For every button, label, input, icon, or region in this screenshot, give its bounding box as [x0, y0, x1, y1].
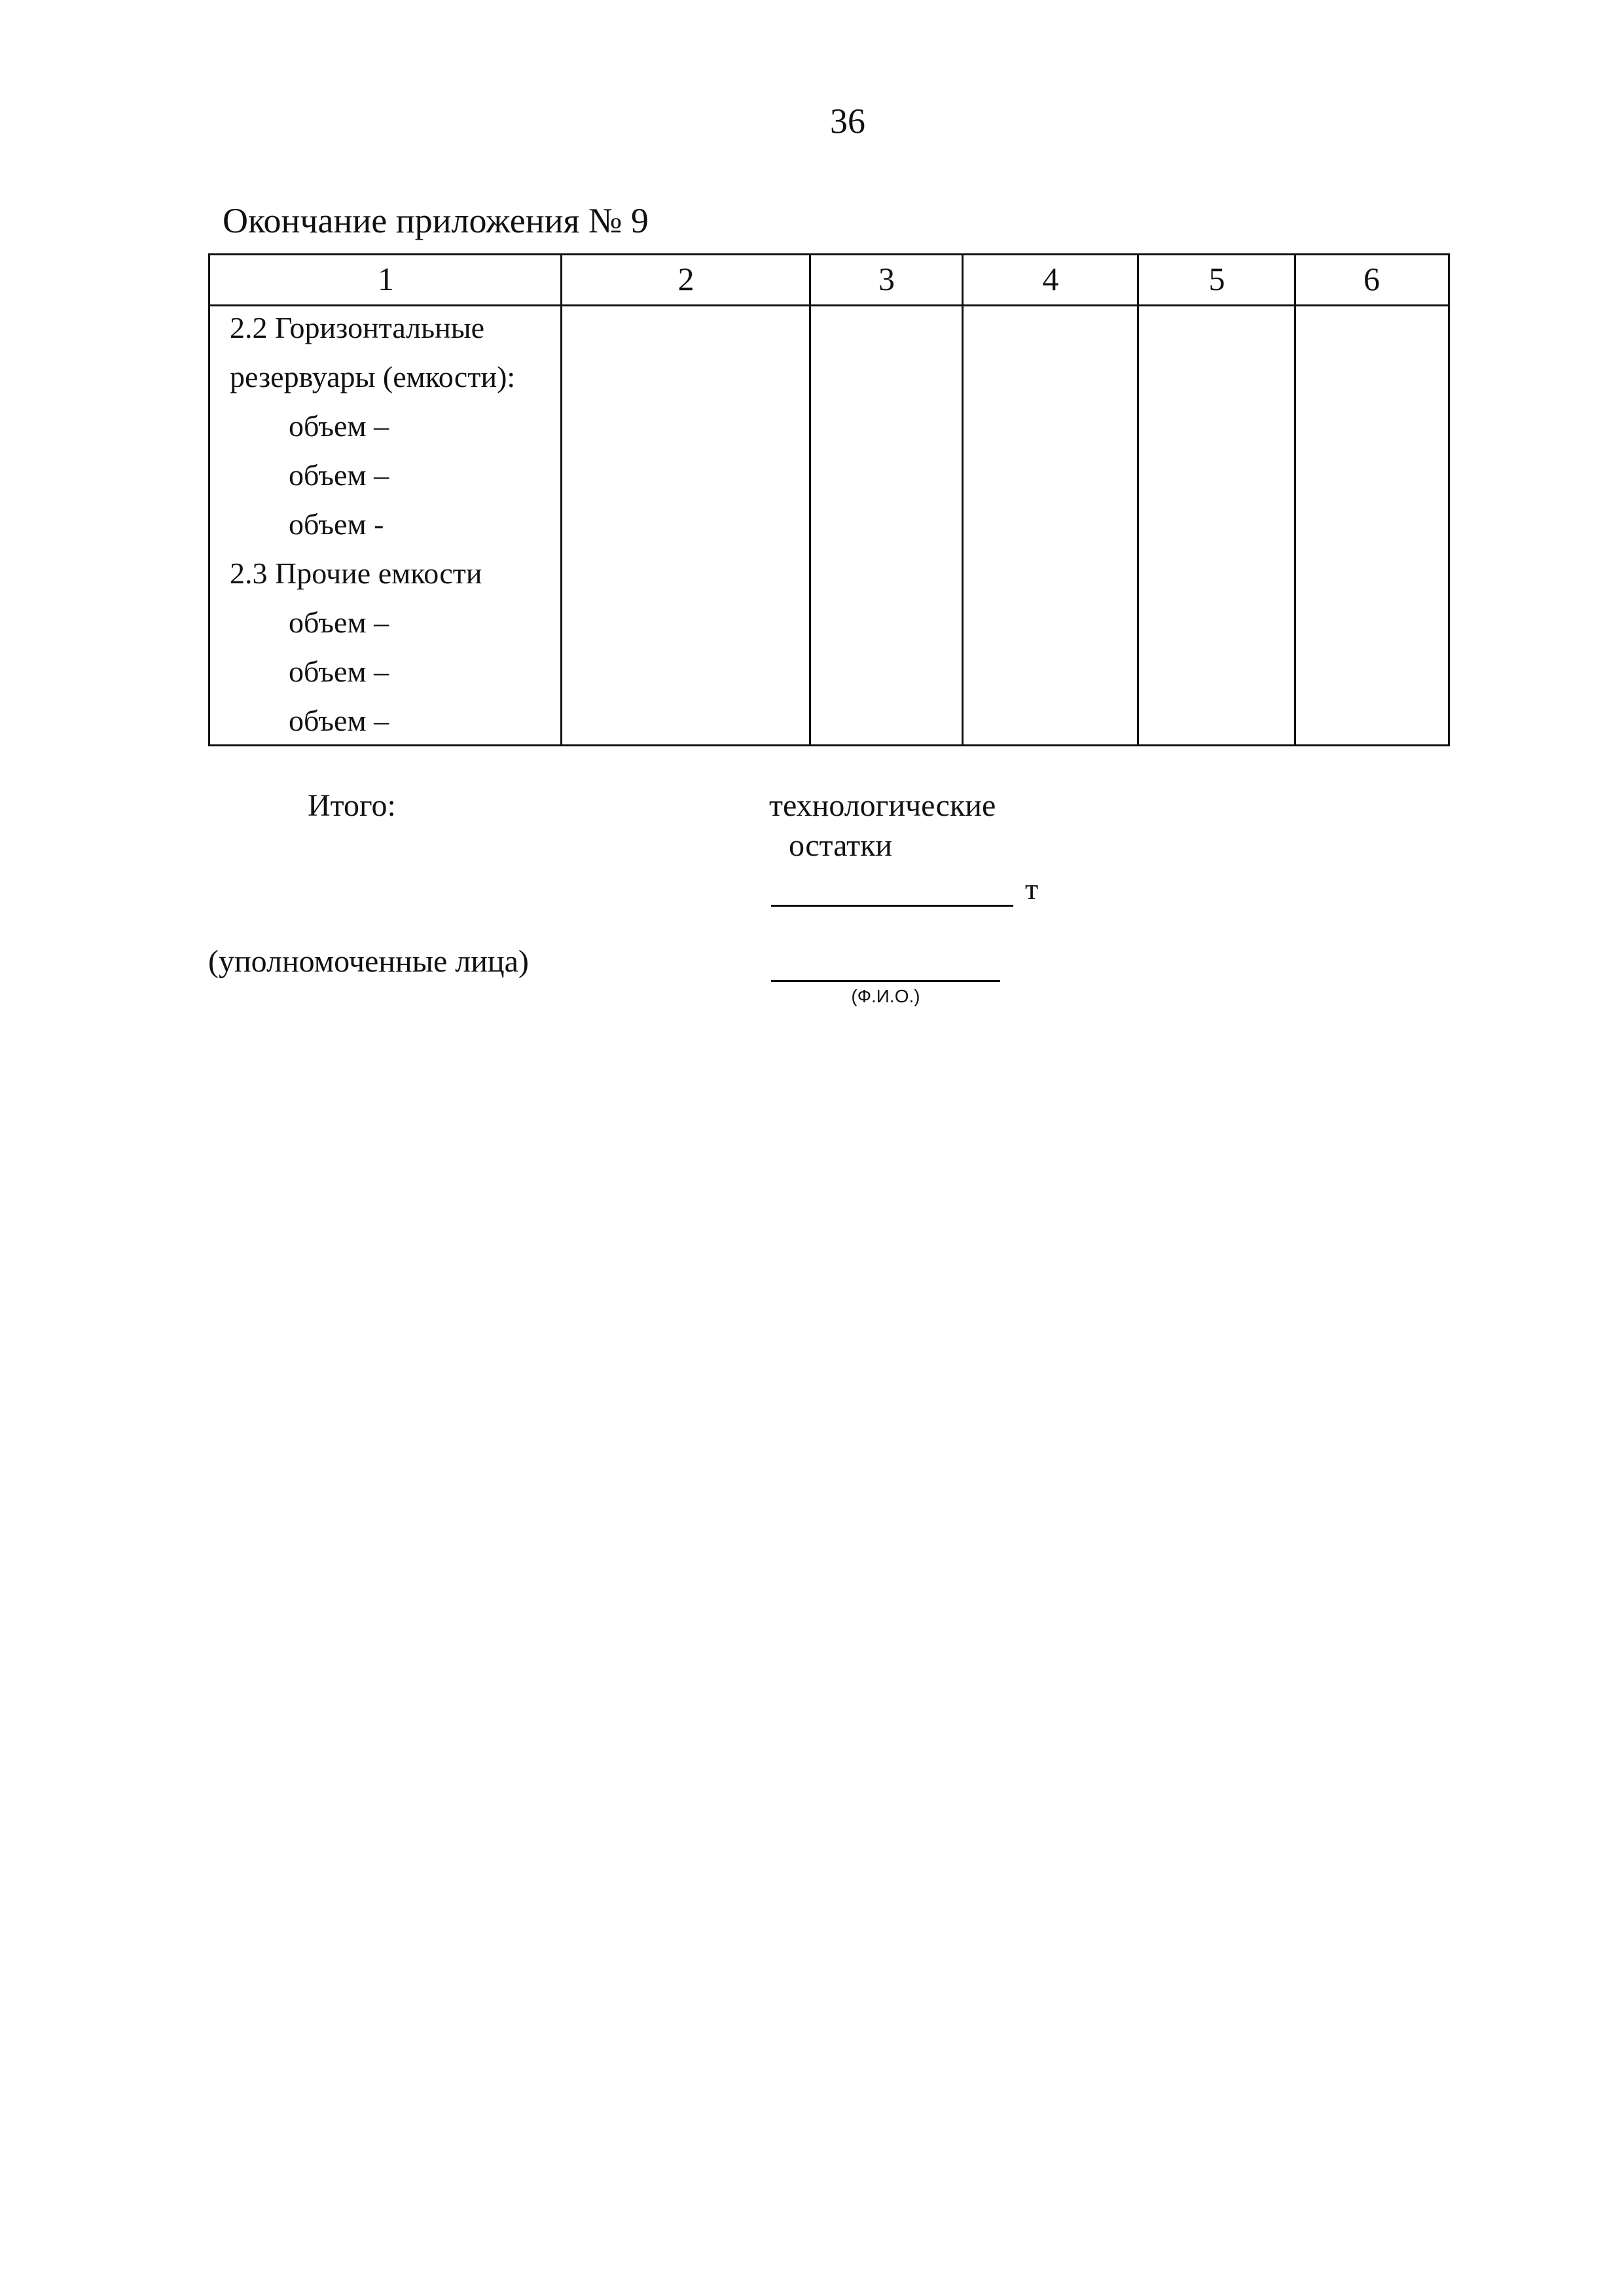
column-header-1: 1 [378, 261, 394, 297]
total-label: Итого: [308, 788, 396, 823]
row-label-volume: объем – [289, 655, 389, 688]
column-divider [962, 255, 964, 744]
row-label-volume: объем – [289, 606, 389, 639]
column-divider [1294, 255, 1296, 744]
column-header-6: 6 [1363, 261, 1380, 297]
column-divider [560, 255, 562, 744]
row-label-volume: объем – [289, 409, 389, 443]
row-label-volume: объем – [289, 458, 389, 492]
column-header-2: 2 [677, 261, 695, 297]
tonnage-blank-line [771, 905, 1013, 907]
column-header-3: 3 [878, 261, 895, 297]
page-number: 36 [830, 101, 865, 141]
row-label-volume: объем – [289, 704, 389, 737]
signature-blank-line [771, 980, 1000, 982]
data-table [208, 253, 1450, 746]
authorized-persons-label: (уполномоченные лица) [208, 944, 529, 979]
tech-residue-label: технологические [769, 788, 996, 823]
table-header-row [210, 255, 1448, 306]
column-divider [1137, 255, 1139, 744]
tech-residue-label-cont: остатки [789, 828, 893, 863]
row-label-volume: объем - [289, 507, 384, 541]
column-header-5: 5 [1208, 261, 1225, 297]
name-caption: (Ф.И.О.) [851, 986, 920, 1006]
row-label-section-2-2-cont: резервуары (емкости): [230, 360, 516, 393]
unit-label: т [1025, 872, 1039, 905]
column-divider [809, 255, 811, 744]
row-label-section-2-2: 2.2 Горизонтальные [230, 311, 485, 344]
document-heading: Окончание приложения № 9 [223, 201, 649, 240]
row-label-section-2-3: 2.3 Прочие емкости [230, 556, 482, 590]
column-header-4: 4 [1042, 261, 1059, 297]
